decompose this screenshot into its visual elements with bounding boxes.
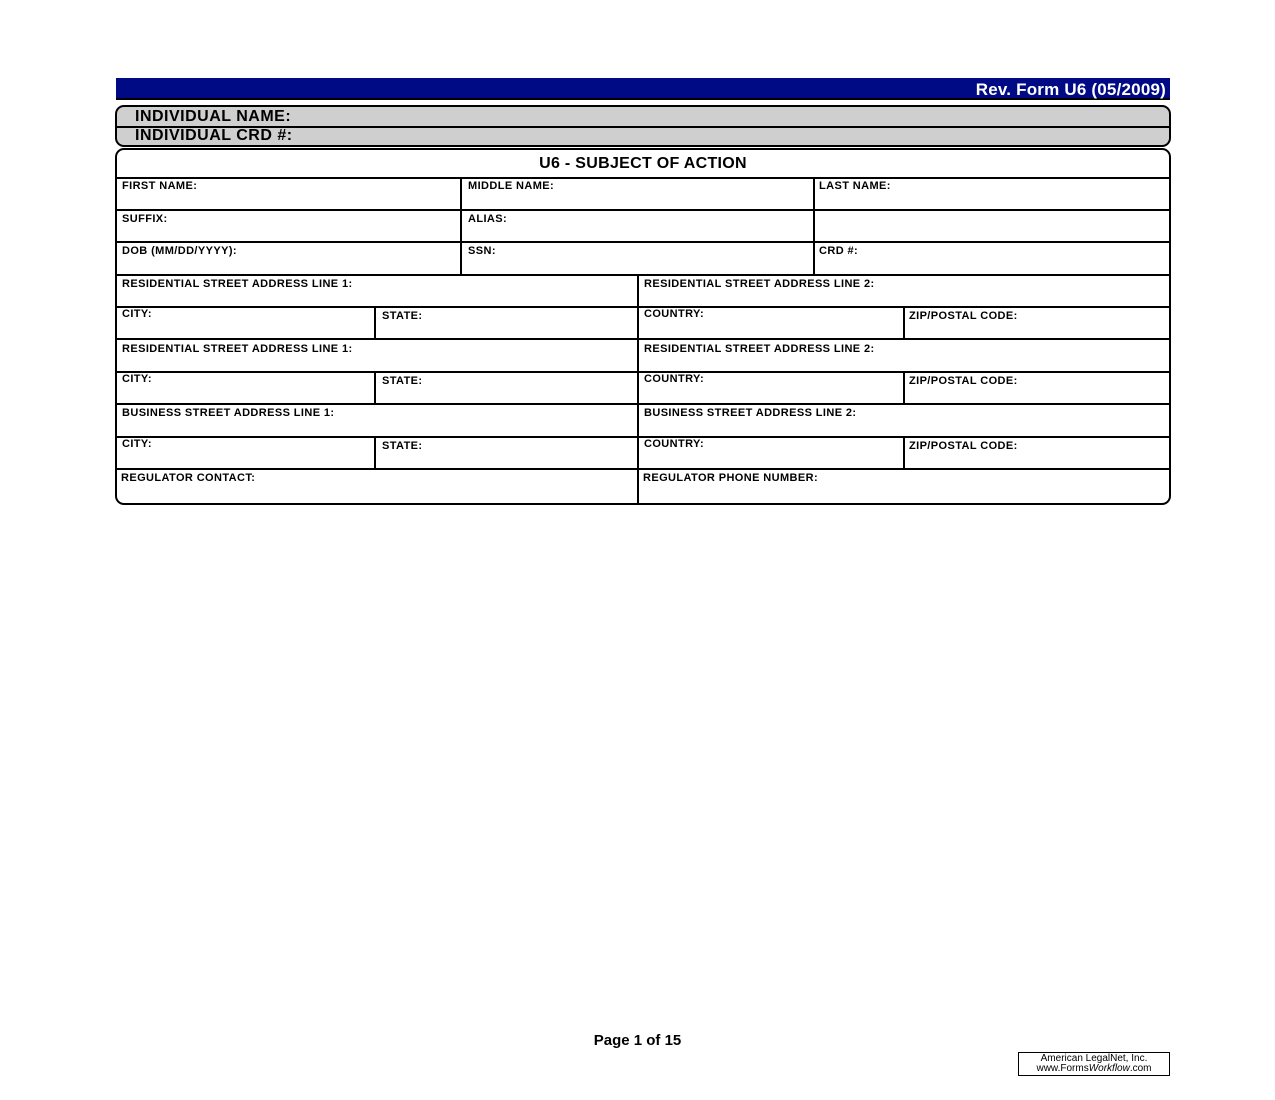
- dob-field[interactable]: DOB (MM/DD/YYYY):: [122, 245, 237, 257]
- bus-street-line2-field[interactable]: BUSINESS STREET ADDRESS LINE 2:: [644, 407, 857, 419]
- first-name-field[interactable]: FIRST NAME:: [122, 180, 198, 192]
- revision-bar: [116, 78, 1170, 100]
- publisher-name: American LegalNet, Inc.: [1040, 1053, 1148, 1064]
- last-name-field[interactable]: LAST NAME:: [819, 180, 891, 192]
- ssn-field[interactable]: SSN:: [468, 245, 496, 257]
- regulator-contact-field[interactable]: REGULATOR CONTACT:: [121, 472, 256, 484]
- res2-country-field[interactable]: COUNTRY:: [644, 373, 705, 385]
- col-divider: [374, 371, 376, 403]
- bus-city-field[interactable]: CITY:: [122, 438, 152, 450]
- col-divider: [637, 274, 639, 505]
- publisher-box: [1018, 1052, 1170, 1076]
- bus-street-line1-field[interactable]: BUSINESS STREET ADDRESS LINE 1:: [122, 407, 335, 419]
- individual-crd-label: INDIVIDUAL CRD #:: [135, 127, 293, 144]
- res1-city-field[interactable]: CITY:: [122, 308, 152, 320]
- section-title: U6 - SUBJECT OF ACTION: [539, 155, 747, 172]
- bus-zip-field[interactable]: ZIP/POSTAL CODE:: [909, 440, 1018, 452]
- res2-street-line1-field[interactable]: RESIDENTIAL STREET ADDRESS LINE 1:: [122, 343, 353, 355]
- col-divider: [374, 436, 376, 468]
- individual-name-label: INDIVIDUAL NAME:: [135, 108, 292, 125]
- row-divider: [117, 371, 1169, 373]
- suffix-field[interactable]: SUFFIX:: [122, 213, 168, 225]
- res1-zip-field[interactable]: ZIP/POSTAL CODE:: [909, 310, 1018, 322]
- revision-text: Rev. Form U6 (05/2009): [975, 80, 1166, 99]
- row-divider: [117, 306, 1169, 308]
- publisher-url[interactable]: [1019, 1064, 1169, 1074]
- regulator-phone-field[interactable]: REGULATOR PHONE NUMBER:: [643, 472, 819, 484]
- middle-name-field[interactable]: MIDDLE NAME:: [468, 180, 555, 192]
- col-divider: [903, 371, 905, 403]
- individual-name-row[interactable]: [117, 107, 1169, 128]
- publisher-url-suffix: .com: [1129, 1063, 1152, 1074]
- page-number: Page 1 of 15: [593, 1032, 682, 1049]
- col-divider: [460, 177, 462, 274]
- crd-field[interactable]: CRD #:: [819, 245, 859, 257]
- bus-state-field[interactable]: STATE:: [382, 440, 423, 452]
- publisher-url-italic: Workflow: [1088, 1063, 1130, 1074]
- individual-box: [115, 105, 1171, 147]
- res2-city-field[interactable]: CITY:: [122, 373, 152, 385]
- res2-street-line2-field[interactable]: RESIDENTIAL STREET ADDRESS LINE 2:: [644, 343, 875, 355]
- alias-field[interactable]: ALIAS:: [468, 213, 508, 225]
- res2-state-field[interactable]: STATE:: [382, 375, 423, 387]
- row-divider: [117, 468, 1169, 470]
- res2-zip-field[interactable]: ZIP/POSTAL CODE:: [909, 375, 1018, 387]
- col-divider: [813, 177, 815, 274]
- row-divider: [117, 338, 1169, 340]
- publisher-url-prefix: www.Forms: [1036, 1063, 1089, 1074]
- row-divider: [117, 436, 1169, 438]
- res1-street-line2-field[interactable]: RESIDENTIAL STREET ADDRESS LINE 2:: [644, 278, 875, 290]
- col-divider: [903, 306, 905, 338]
- res1-street-line1-field[interactable]: RESIDENTIAL STREET ADDRESS LINE 1:: [122, 278, 353, 290]
- bus-country-field[interactable]: COUNTRY:: [644, 438, 705, 450]
- row-divider: [117, 403, 1169, 405]
- res1-state-field[interactable]: STATE:: [382, 310, 423, 322]
- row-divider: [117, 274, 1169, 276]
- row-divider: [117, 209, 1169, 211]
- individual-crd-row[interactable]: [117, 126, 1169, 145]
- col-divider: [374, 306, 376, 338]
- col-divider: [903, 436, 905, 468]
- res1-country-field[interactable]: COUNTRY:: [644, 308, 705, 320]
- subject-of-action-form: [115, 148, 1171, 505]
- row-divider: [117, 177, 1169, 179]
- row-divider: [117, 241, 1169, 243]
